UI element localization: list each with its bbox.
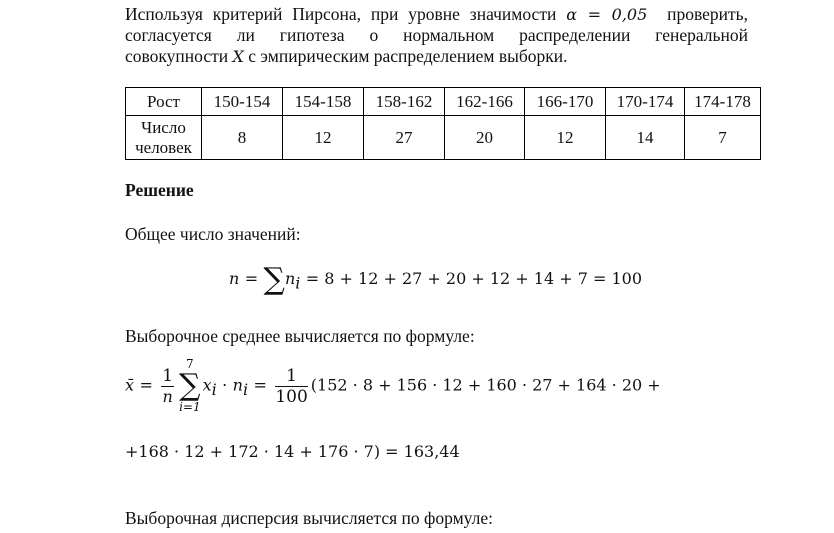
alpha-expression: α = 0,05 bbox=[566, 5, 648, 24]
total-label: Общее число значений: bbox=[125, 224, 301, 244]
table-header-count: Число человек bbox=[126, 116, 202, 160]
total-formula: $n = \sum n_i = 8 + 12 + 27 + 20 + 12 + 14 + 7 = 100$ bbox=[229, 262, 643, 297]
table-cell: 154-158 bbox=[283, 88, 364, 116]
sum-symbol: ∑ bbox=[263, 262, 285, 297]
table-cell: 170-174 bbox=[606, 88, 685, 116]
table-cell: 27 bbox=[364, 116, 445, 160]
table-cell: 166-170 bbox=[525, 88, 606, 116]
variable-x: X bbox=[232, 47, 244, 66]
variance-label: Выборочная дисперсия вычисляется по формуле: bbox=[125, 508, 494, 528]
mean-formula-line-1: x̄ = $\frac{1}{n}$ 7 ∑ i=1 $x_i \cdot n_i$ = $\frac{1}{100}$ (152 · 8 + 156 · 12 + 160 · 27 + 164 · 20 + bbox=[125, 357, 661, 414]
table-cell: 12 bbox=[525, 116, 606, 160]
frequency-table bbox=[125, 87, 761, 160]
mean-label: Выборочное среднее вычисляется по формуле: bbox=[125, 326, 475, 346]
sum-symbol: 7 ∑ i=1 bbox=[179, 357, 201, 414]
table-cell: 162-166 bbox=[445, 88, 525, 116]
fraction-one-over-hundred: $\frac{1}{100}$ bbox=[275, 365, 308, 407]
problem-line-2: согласуется ли гипотеза о нормальном распределении генеральной bbox=[125, 25, 748, 45]
table-cell: 20 bbox=[445, 116, 525, 160]
table-header-height: Рост bbox=[126, 88, 202, 116]
table-cell: 12 bbox=[283, 116, 364, 160]
table-cell: 158-162 bbox=[364, 88, 445, 116]
solution-heading: Решение bbox=[125, 180, 194, 200]
table-cell: 8 bbox=[202, 116, 283, 160]
table-cell: 7 bbox=[685, 116, 761, 160]
fraction-one-over-n: $\frac{1}{n}$ bbox=[162, 365, 174, 406]
table-cell: 14 bbox=[606, 116, 685, 160]
table-cell: 174-178 bbox=[685, 88, 761, 116]
problem-line-3: совокупности X с эмпирическим распределением выборки. bbox=[125, 46, 568, 66]
problem-line-1: Используя критерий Пирсона, при уровне значимости α = 0,05 проверить, bbox=[125, 4, 749, 24]
table-cell: 150-154 bbox=[202, 88, 283, 116]
mean-formula-line-2: +168 · 12 + 172 · 14 + 176 · 7) = 163,44 bbox=[125, 442, 460, 461]
table-row bbox=[126, 88, 761, 116]
problem-statement bbox=[125, 4, 748, 67]
table-row bbox=[126, 116, 761, 160]
